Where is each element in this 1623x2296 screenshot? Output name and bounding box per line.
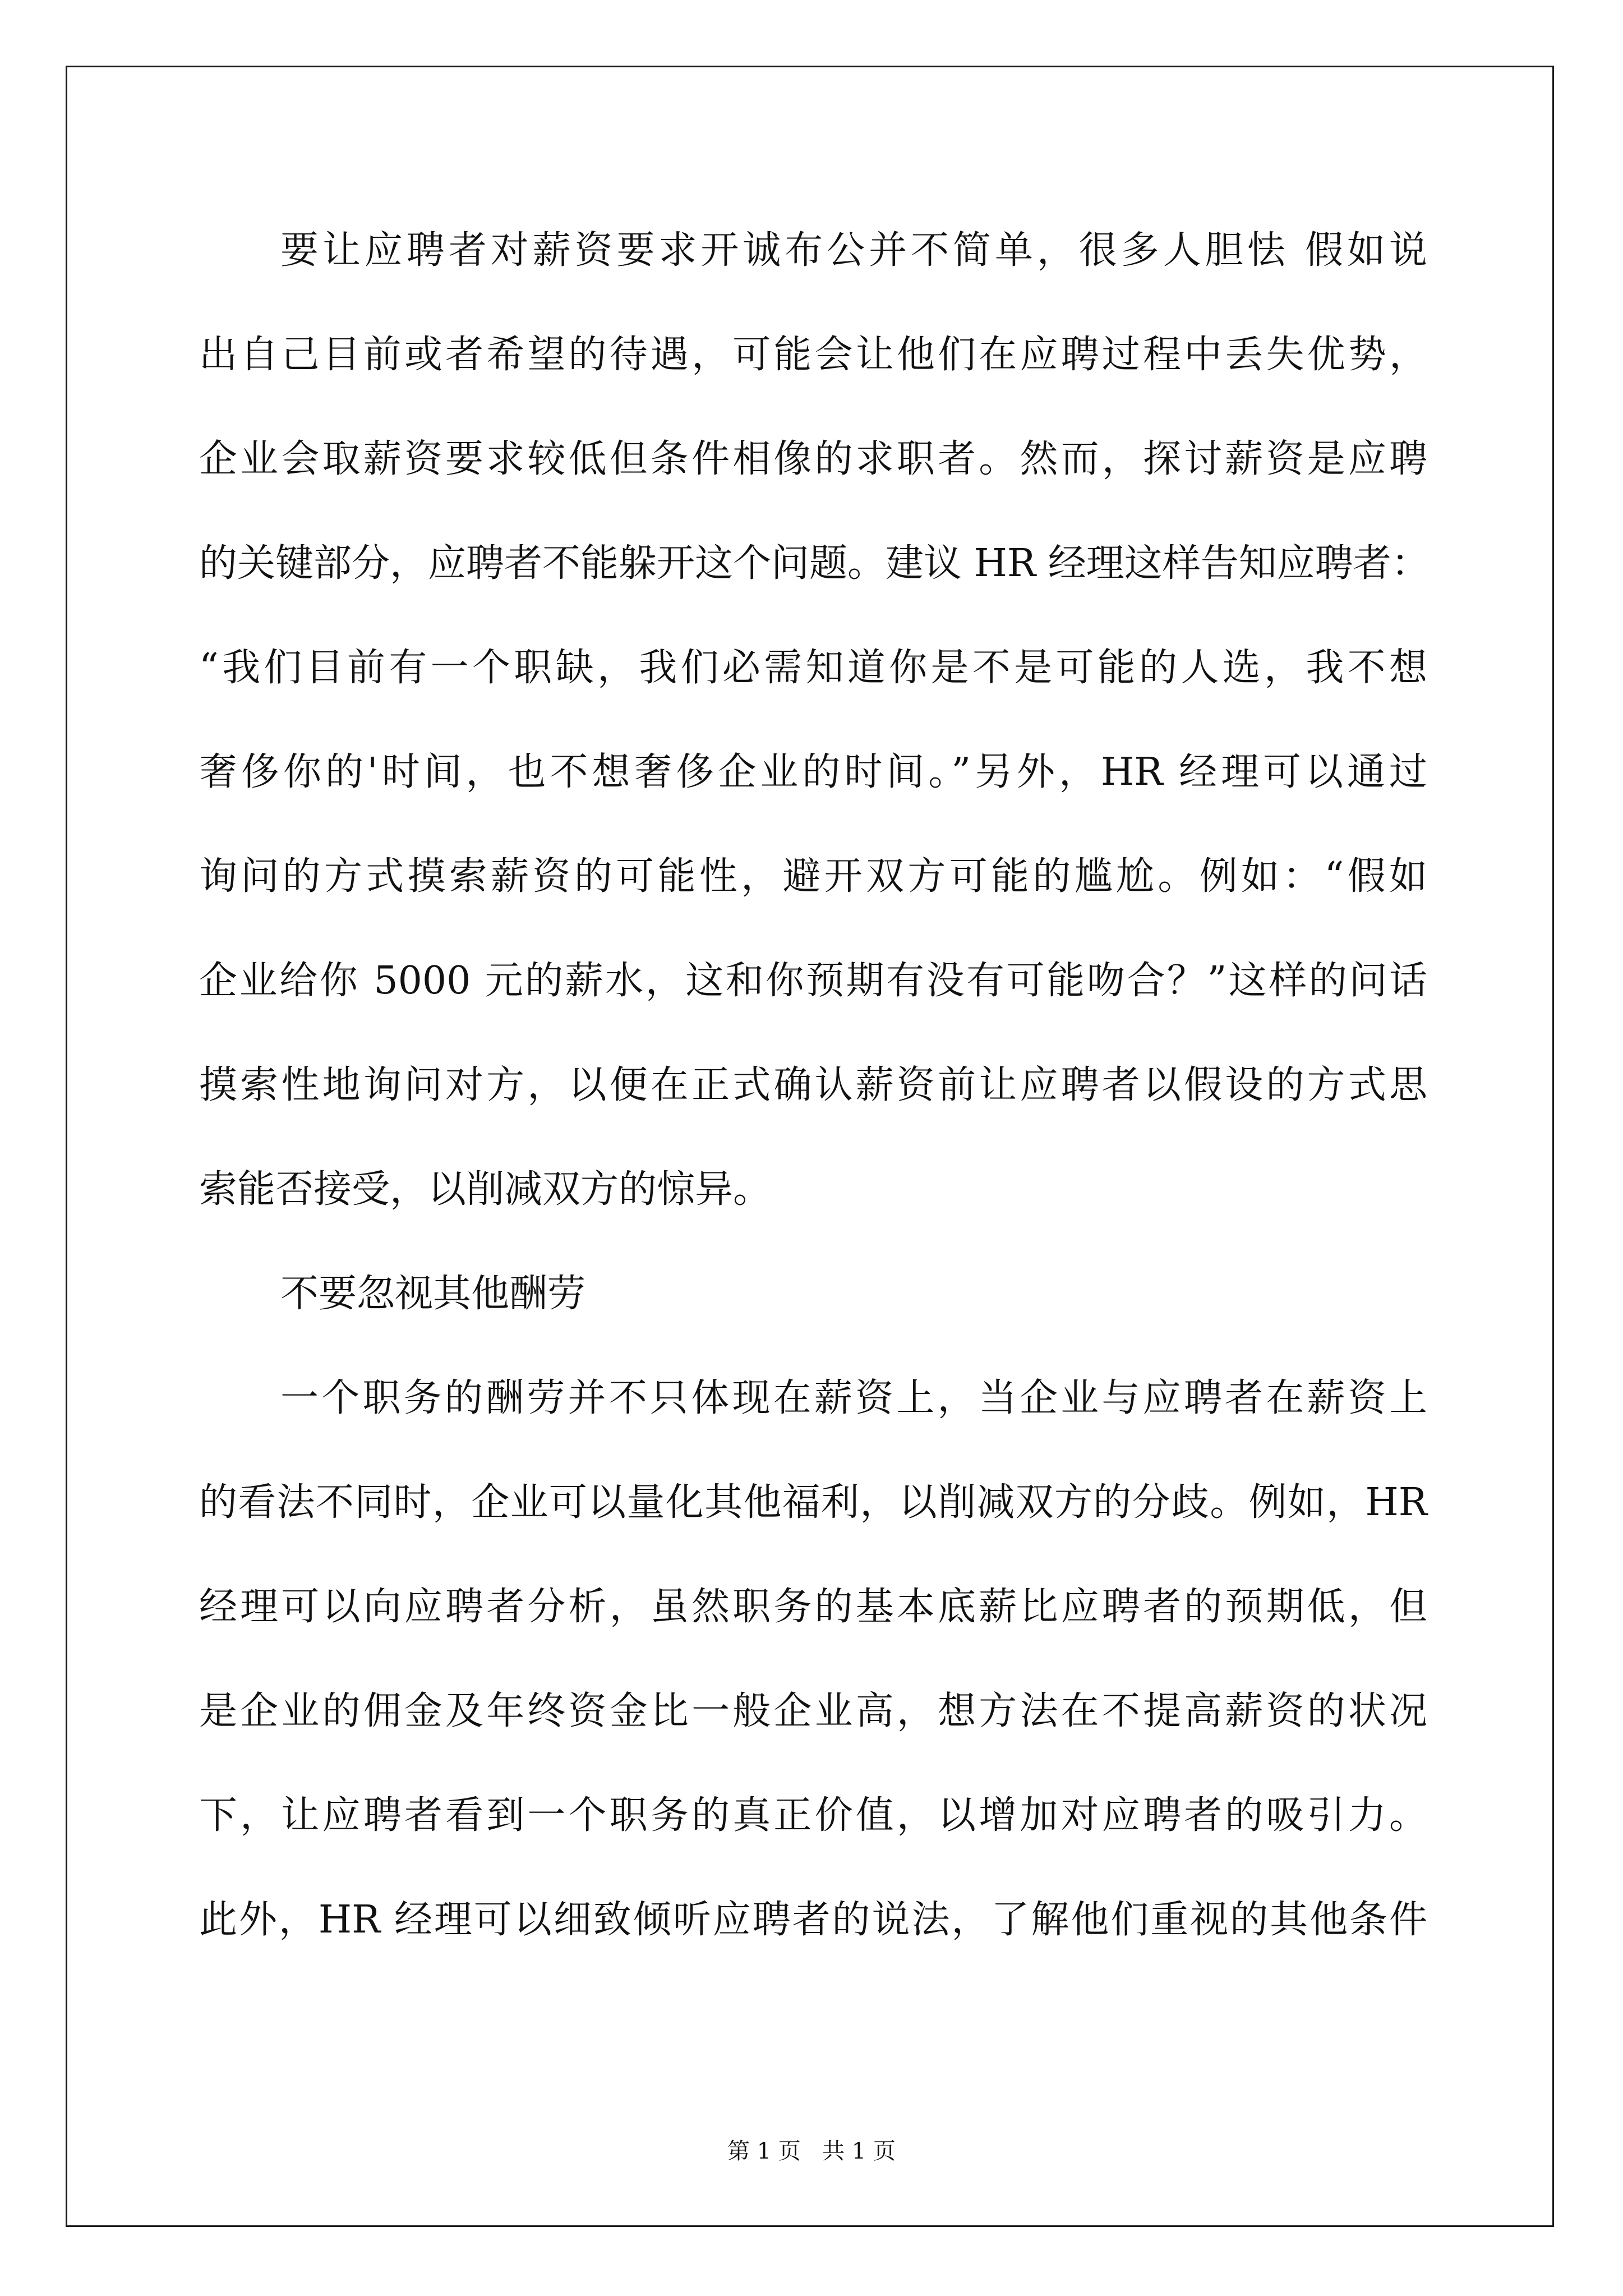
section-heading: 不要忽视其他酬劳 (280, 1272, 586, 1316)
paragraph-1-line-6: 奢侈你的'时间，也不想奢侈企业的时间。”另外，HR 经理可以通过 (199, 750, 1427, 794)
paragraph-1-line-1: 要让应聘者对薪资要求开诚布公并不简单，很多人胆怯 假如说 (280, 228, 1427, 273)
paragraph-1-line-10: 索能否接受，以削减双方的惊异。 (199, 1167, 772, 1212)
paragraph-1-line-9: 摸索性地询问对方，以便在正式确认薪资前让应聘者以假设的方式思 (199, 1063, 1427, 1107)
page-number-footer: 第 1 页 共 1 页 (727, 2138, 896, 2164)
paragraph-3-line-2: 的看法不同时，企业可以量化其他福利，以削减双方的分歧。例如，HR (199, 1480, 1427, 1525)
paragraph-3-line-4: 是企业的佣金及年终资金比一般企业高，想方法在不提高薪资的状况 (199, 1689, 1427, 1733)
paragraph-1-line-7: 询问的方式摸索薪资的可能性，避开双方可能的尴尬。例如：“假如 (199, 854, 1427, 899)
paragraph-3-line-6: 此外，HR 经理可以细致倾听应聘者的说法，了解他们重视的其他条件 (199, 1898, 1427, 1942)
paragraph-1-line-3: 企业会取薪资要求较低但条件相像的求职者。然而，探讨薪资是应聘 (199, 437, 1427, 481)
paragraph-1-line-5: “我们目前有一个职缺，我们必需知道你是不是可能的人选，我不想 (199, 646, 1427, 690)
paragraph-3-line-3: 经理可以向应聘者分析，虽然职务的基本底薪比应聘者的预期低，但 (199, 1585, 1427, 1629)
paragraph-3-line-1: 一个职务的酬劳并不只体现在薪资上，当企业与应聘者在薪资上 (280, 1376, 1427, 1420)
paragraph-1-line-4: 的关键部分，应聘者不能躲开这个问题。建议 HR 经理这样告知应聘者： (199, 541, 1430, 586)
paragraph-1-line-8: 企业给你 5000 元的薪水，这和你预期有没有可能吻合？”这样的问话 (199, 959, 1427, 1003)
paragraph-3-line-5: 下，让应聘者看到一个职务的真正价值，以增加对应聘者的吸引力。 (199, 1793, 1427, 1838)
paragraph-1-line-2: 出自己目前或者希望的待遇，可能会让他们在应聘过程中丢失优势， (199, 333, 1427, 377)
